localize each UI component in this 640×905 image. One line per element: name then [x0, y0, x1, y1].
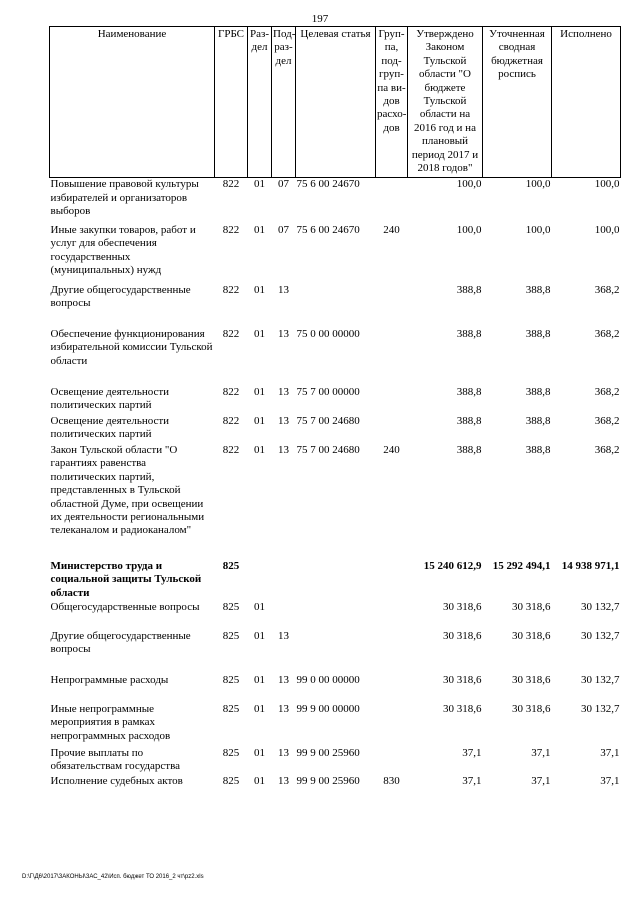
- table-row: [50, 444, 621, 560]
- cell-target: 99 0 00 00000: [296, 673, 360, 686]
- header-grbs: ГРБС: [215, 27, 248, 178]
- cell-name: Закон Тульской области "О гарантиях равенства политических партий, представленных в Тульской областной Думе, при освещении их деятельности региональными телеканалом и радиоканалом": [50, 443, 205, 537]
- cell-name: Общегосударственные вопросы: [50, 600, 200, 613]
- cell-razdel: 01: [254, 629, 265, 642]
- cell-razdel: 01: [254, 385, 265, 398]
- cell-razdel: 01: [254, 223, 265, 236]
- cell-name: Освещение деятельности политических партий: [50, 414, 170, 441]
- cell-group: [376, 703, 408, 747]
- cell-group: [376, 386, 408, 415]
- header-target: Целевая статья: [296, 27, 376, 178]
- cell-executed: 30 132,7: [581, 702, 620, 715]
- cell-name: Прочие выплаты по обязательствам государства: [50, 746, 181, 773]
- cell-refined: 15 292 494,1: [492, 559, 551, 572]
- cell-refined: 30 318,6: [512, 629, 551, 642]
- table-row: [50, 178, 621, 224]
- cell-podrazdel: 07: [278, 223, 289, 236]
- cell-group: [376, 178, 408, 224]
- table-row: [50, 674, 621, 703]
- cell-grbs: 822: [222, 414, 240, 427]
- cell-name: Иные непрограммные мероприятия в рамках непрограммных расходов: [50, 702, 171, 742]
- cell-name: Другие общегосударственные вопросы: [50, 629, 191, 656]
- cell-group: 830: [383, 774, 400, 787]
- cell-name: Освещение деятельности политических партий: [50, 385, 170, 412]
- cell-grbs: 822: [222, 385, 240, 398]
- cell-razdel: 01: [254, 774, 265, 787]
- cell-grbs: 825: [222, 559, 240, 572]
- cell-refined: 37,1: [531, 774, 551, 787]
- cell-podrazdel: 13: [278, 746, 289, 759]
- cell-group: [376, 284, 408, 328]
- cell-approved: 388,8: [456, 283, 482, 296]
- cell-razdel: 01: [254, 414, 265, 427]
- table-row: [50, 560, 621, 601]
- budget-table: [49, 26, 621, 795]
- cell-group: 240: [383, 223, 400, 236]
- cell-executed: 100,0: [594, 178, 620, 191]
- cell-executed: 30 132,7: [581, 673, 620, 686]
- cell-target: 99 9 00 00000: [296, 702, 360, 715]
- cell-grbs: 822: [222, 327, 240, 340]
- cell-grbs: 825: [222, 774, 240, 787]
- cell-grbs: 825: [222, 746, 240, 759]
- cell-target: 75 6 00 24670: [296, 178, 360, 191]
- cell-target: 99 9 00 25960: [296, 774, 360, 787]
- header-refined: Уточненная сводная бюджетная роспись: [483, 27, 552, 178]
- cell-name: Непрограммные расходы: [50, 673, 169, 686]
- footer-file-path: D:\Г\Д6\2017\ЗАКОНЫ\ЗАС_42\Исп. бюджет ТО 2016_2 чт\рz2.xls: [22, 874, 204, 880]
- cell-razdel: 01: [254, 746, 265, 759]
- cell-executed: 368,2: [594, 283, 620, 296]
- cell-podrazdel: 13: [278, 443, 289, 456]
- cell-grbs: 822: [222, 223, 240, 236]
- cell-group: [376, 328, 408, 386]
- header-razdel: Раз-дел: [248, 27, 272, 178]
- table-row: [50, 601, 621, 630]
- cell-grbs: 822: [222, 178, 240, 191]
- cell-group: [376, 674, 408, 703]
- header-executed: Исполнено: [552, 27, 621, 178]
- cell-razdel: 01: [254, 283, 265, 296]
- cell-razdel: 01: [254, 600, 265, 613]
- cell-group: [376, 415, 408, 444]
- cell-target: [296, 284, 376, 328]
- cell-name: Исполнение судебных актов: [50, 774, 183, 787]
- cell-target: 99 9 00 25960: [296, 746, 360, 759]
- cell-name: Повышение правовой культуры избирателей и организаторов выборов: [50, 178, 199, 218]
- cell-refined: 388,8: [525, 385, 551, 398]
- cell-executed: 37,1: [600, 746, 620, 759]
- cell-approved: 37,1: [462, 746, 482, 759]
- header-approved: Утверждено Законом Тульской области "О бюджете Тульской области на 2016 год и на плановый период 2017 и 2018 годов": [408, 27, 483, 178]
- cell-grbs: 822: [222, 443, 240, 456]
- cell-target: 75 6 00 24670: [296, 223, 360, 236]
- cell-refined: 388,8: [525, 327, 551, 340]
- cell-executed: 14 938 971,1: [561, 559, 620, 572]
- cell-approved: 388,8: [456, 327, 482, 340]
- cell-podrazdel: 13: [278, 673, 289, 686]
- cell-podrazdel: 13: [278, 327, 289, 340]
- table-row: [50, 415, 621, 444]
- cell-approved: 30 318,6: [443, 673, 482, 686]
- cell-executed: 368,2: [594, 443, 620, 456]
- cell-approved: 100,0: [456, 223, 482, 236]
- cell-name: Министерство труда и социальной защиты Тульской области: [50, 559, 202, 599]
- cell-target: 75 0 00 00000: [296, 327, 360, 340]
- cell-podrazdel: 13: [278, 414, 289, 427]
- cell-target: [296, 560, 376, 601]
- cell-razdel: 01: [254, 327, 265, 340]
- cell-grbs: 825: [222, 629, 240, 642]
- cell-name: Иные закупки товаров, работ и услуг для обеспечения государственных (муниципальных) нужд: [50, 223, 196, 277]
- cell-approved: 388,8: [456, 443, 482, 456]
- cell-grbs: 825: [222, 600, 240, 613]
- cell-approved: 30 318,6: [443, 629, 482, 642]
- cell-executed: 37,1: [600, 774, 620, 787]
- cell-group: [376, 747, 408, 775]
- table-row: [50, 328, 621, 386]
- table-row: [50, 284, 621, 328]
- cell-group: [376, 630, 408, 674]
- cell-approved: 30 318,6: [443, 600, 482, 613]
- cell-refined: 100,0: [525, 223, 551, 236]
- cell-executed: 100,0: [594, 223, 620, 236]
- cell-approved: 388,8: [456, 414, 482, 427]
- cell-razdel: 01: [254, 178, 265, 191]
- cell-approved: 30 318,6: [443, 702, 482, 715]
- cell-executed: 368,2: [594, 414, 620, 427]
- table-row: [50, 630, 621, 674]
- cell-podrazdel: 13: [278, 283, 289, 296]
- cell-refined: 37,1: [531, 746, 551, 759]
- cell-target: 75 7 00 24680: [296, 414, 360, 427]
- table-row: [50, 224, 621, 284]
- cell-refined: 100,0: [525, 178, 551, 191]
- cell-approved: 388,8: [456, 385, 482, 398]
- cell-name: Обеспечение функционирования избирательной комиссии Тульской области: [50, 327, 213, 367]
- header-group: Груп-па, под-груп-па ви-дов расхо-дов: [376, 27, 408, 178]
- cell-target: [296, 601, 376, 630]
- cell-grbs: 825: [222, 673, 240, 686]
- cell-approved: 37,1: [462, 774, 482, 787]
- cell-target: 75 7 00 24680: [296, 443, 360, 456]
- table-row: [50, 747, 621, 775]
- cell-podrazdel: [272, 560, 296, 601]
- cell-approved: 100,0: [456, 178, 482, 191]
- cell-grbs: 822: [222, 283, 240, 296]
- cell-podrazdel: 07: [278, 178, 289, 191]
- cell-refined: 30 318,6: [512, 600, 551, 613]
- header-name: Наименование: [50, 27, 215, 178]
- cell-target: 75 7 00 00000: [296, 385, 360, 398]
- table-row: [50, 703, 621, 747]
- cell-executed: 368,2: [594, 385, 620, 398]
- cell-group: [376, 560, 408, 601]
- cell-razdel: 01: [254, 673, 265, 686]
- cell-executed: 30 132,7: [581, 600, 620, 613]
- cell-group: 240: [383, 443, 400, 456]
- cell-refined: 30 318,6: [512, 702, 551, 715]
- table-row: [50, 775, 621, 795]
- cell-executed: 30 132,7: [581, 629, 620, 642]
- cell-refined: 30 318,6: [512, 673, 551, 686]
- cell-podrazdel: 13: [278, 629, 289, 642]
- cell-podrazdel: 13: [278, 385, 289, 398]
- table-header-row: [50, 27, 621, 178]
- cell-grbs: 825: [222, 702, 240, 715]
- cell-refined: 388,8: [525, 443, 551, 456]
- cell-executed: 368,2: [594, 327, 620, 340]
- cell-refined: 388,8: [525, 283, 551, 296]
- page-number: 197: [311, 13, 329, 25]
- cell-name: Другие общегосударственные вопросы: [50, 283, 191, 310]
- cell-approved: 15 240 612,9: [423, 559, 482, 572]
- header-podrazdel: Под-раз-дел: [272, 27, 296, 178]
- cell-target: [296, 630, 376, 674]
- cell-podrazdel: [272, 601, 296, 630]
- cell-razdel: 01: [254, 443, 265, 456]
- cell-razdel: 01: [254, 702, 265, 715]
- cell-group: [376, 601, 408, 630]
- cell-razdel: [248, 560, 272, 601]
- cell-refined: 388,8: [525, 414, 551, 427]
- table-row: [50, 386, 621, 415]
- cell-podrazdel: 13: [278, 702, 289, 715]
- cell-podrazdel: 13: [278, 774, 289, 787]
